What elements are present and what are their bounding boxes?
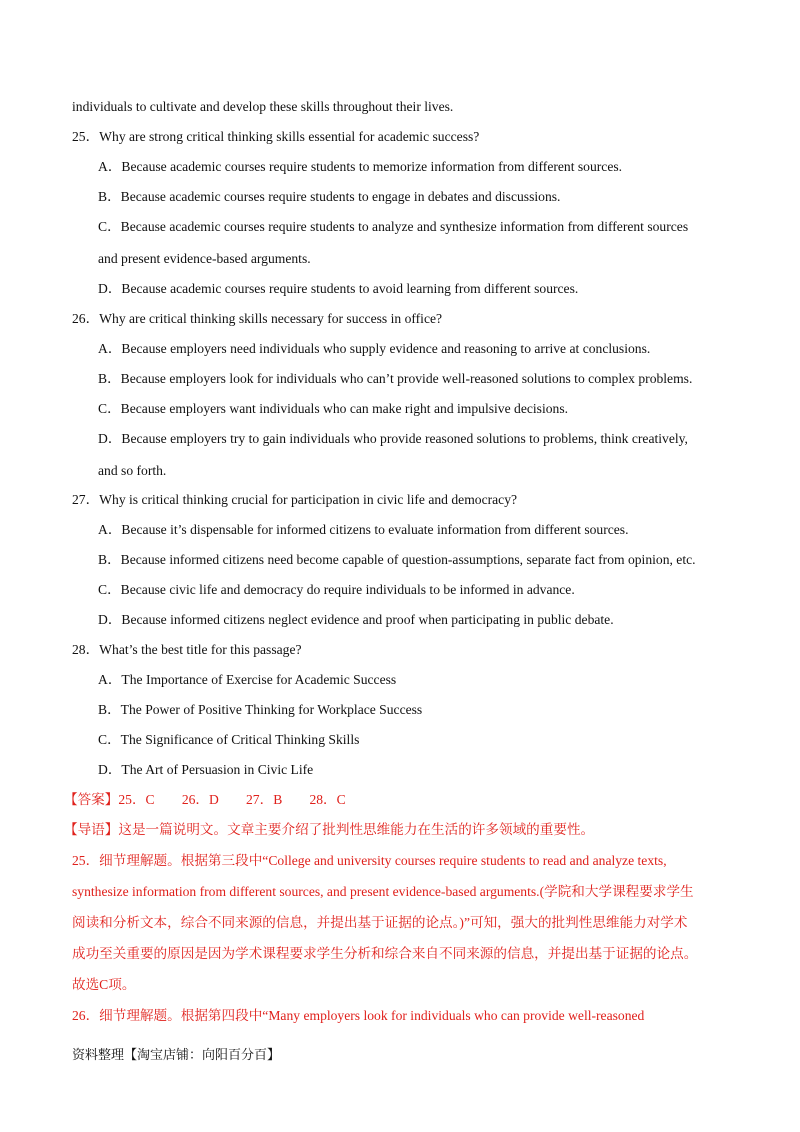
guide-text: 【导语】这是一篇说明文。文章主要介绍了批判性思维能力在生活的许多领域的重要性。 [64,822,595,837]
question-28-stem: 28．What’s the best title for this passage? [72,642,302,657]
explanation-line: 成功至关重要的原因是因为学术课程要求学生分析和综合来自不同来源的信息，并提出基于证据的论点。 [72,946,698,961]
question-26-option-c: C．Because employers want individuals who can make right and impulsive decisions. [98,401,569,416]
question-28-option-a: A．The Importance of Exercise for Academic Success [98,672,397,687]
question-28-option-c: C．The Significance of Critical Thinking Skills [98,732,360,747]
explanation-line: synthesize information from different sources, and present evidence-based arguments.(学院和大学课程要求学生 [72,884,694,899]
question-28-option-b: B．The Power of Positive Thinking for Workplace Success [98,702,423,717]
explanation-line: 26．细节理解题。根据第四段中“Many employers look for individuals who can provide well-reasoned [72,1008,645,1023]
page-footer: 资料整理【淘宝店铺：向阳百分百】 [72,1047,281,1062]
question-25-stem: 25．Why are strong critical thinking skills essential for academic success? [72,129,480,144]
question-27-option-b: B．Because informed citizens need become capable of question-assumptions, separate fact from opinion, etc. [98,552,696,567]
question-26-option-a: A．Because employers need individuals who supply evidence and reasoning to arrive at conclusions. [98,341,651,356]
question-27-option-a: A．Because it’s dispensable for informed citizens to evaluate information from different sources. [98,522,629,537]
answer-key: 【答案】25．C 26．D 27．B 28．C [64,792,346,807]
question-26-option-d-cont: and so forth. [98,463,167,478]
question-25-option-a: A．Because academic courses require students to memorize information from different sources. [98,159,623,174]
question-26-option-b: B．Because employers look for individuals who can’t provide well-reasoned solutions to complex problems. [98,371,693,386]
question-25-option-d: D．Because academic courses require students to avoid learning from different sources. [98,281,579,296]
question-25-option-b: B．Because academic courses require students to engage in debates and discussions. [98,189,561,204]
question-27-option-d: D．Because informed citizens neglect evidence and proof when participating in public debate. [98,612,614,627]
question-25-option-c: C．Because academic courses require students to analyze and synthesize information from different sources [98,219,689,234]
intro-tail-text: individuals to cultivate and develop these skills throughout their lives. [72,99,454,114]
question-28-option-d: D．The Art of Persuasion in Civic Life [98,762,314,777]
question-26-stem: 26．Why are critical thinking skills necessary for success in office? [72,311,443,326]
question-26-option-d: D．Because employers try to gain individuals who provide reasoned solutions to problems, think creatively, [98,431,688,446]
explanation-line: 阅读和分析文本，综合不同来源的信息，并提出基于证据的论点。)”可知，强大的批判性思维能力对学术 [72,915,688,930]
question-27-option-c: C．Because civic life and democracy do require individuals to be informed in advance. [98,582,575,597]
explanation-line: 故选C项。 [72,977,136,992]
question-25-option-c-cont: and present evidence-based arguments. [98,251,311,266]
question-27-stem: 27．Why is critical thinking crucial for participation in civic life and democracy? [72,492,518,507]
explanation-line: 25．细节理解题。根据第三段中“College and university courses require students to read and analyze texts, [72,853,667,868]
